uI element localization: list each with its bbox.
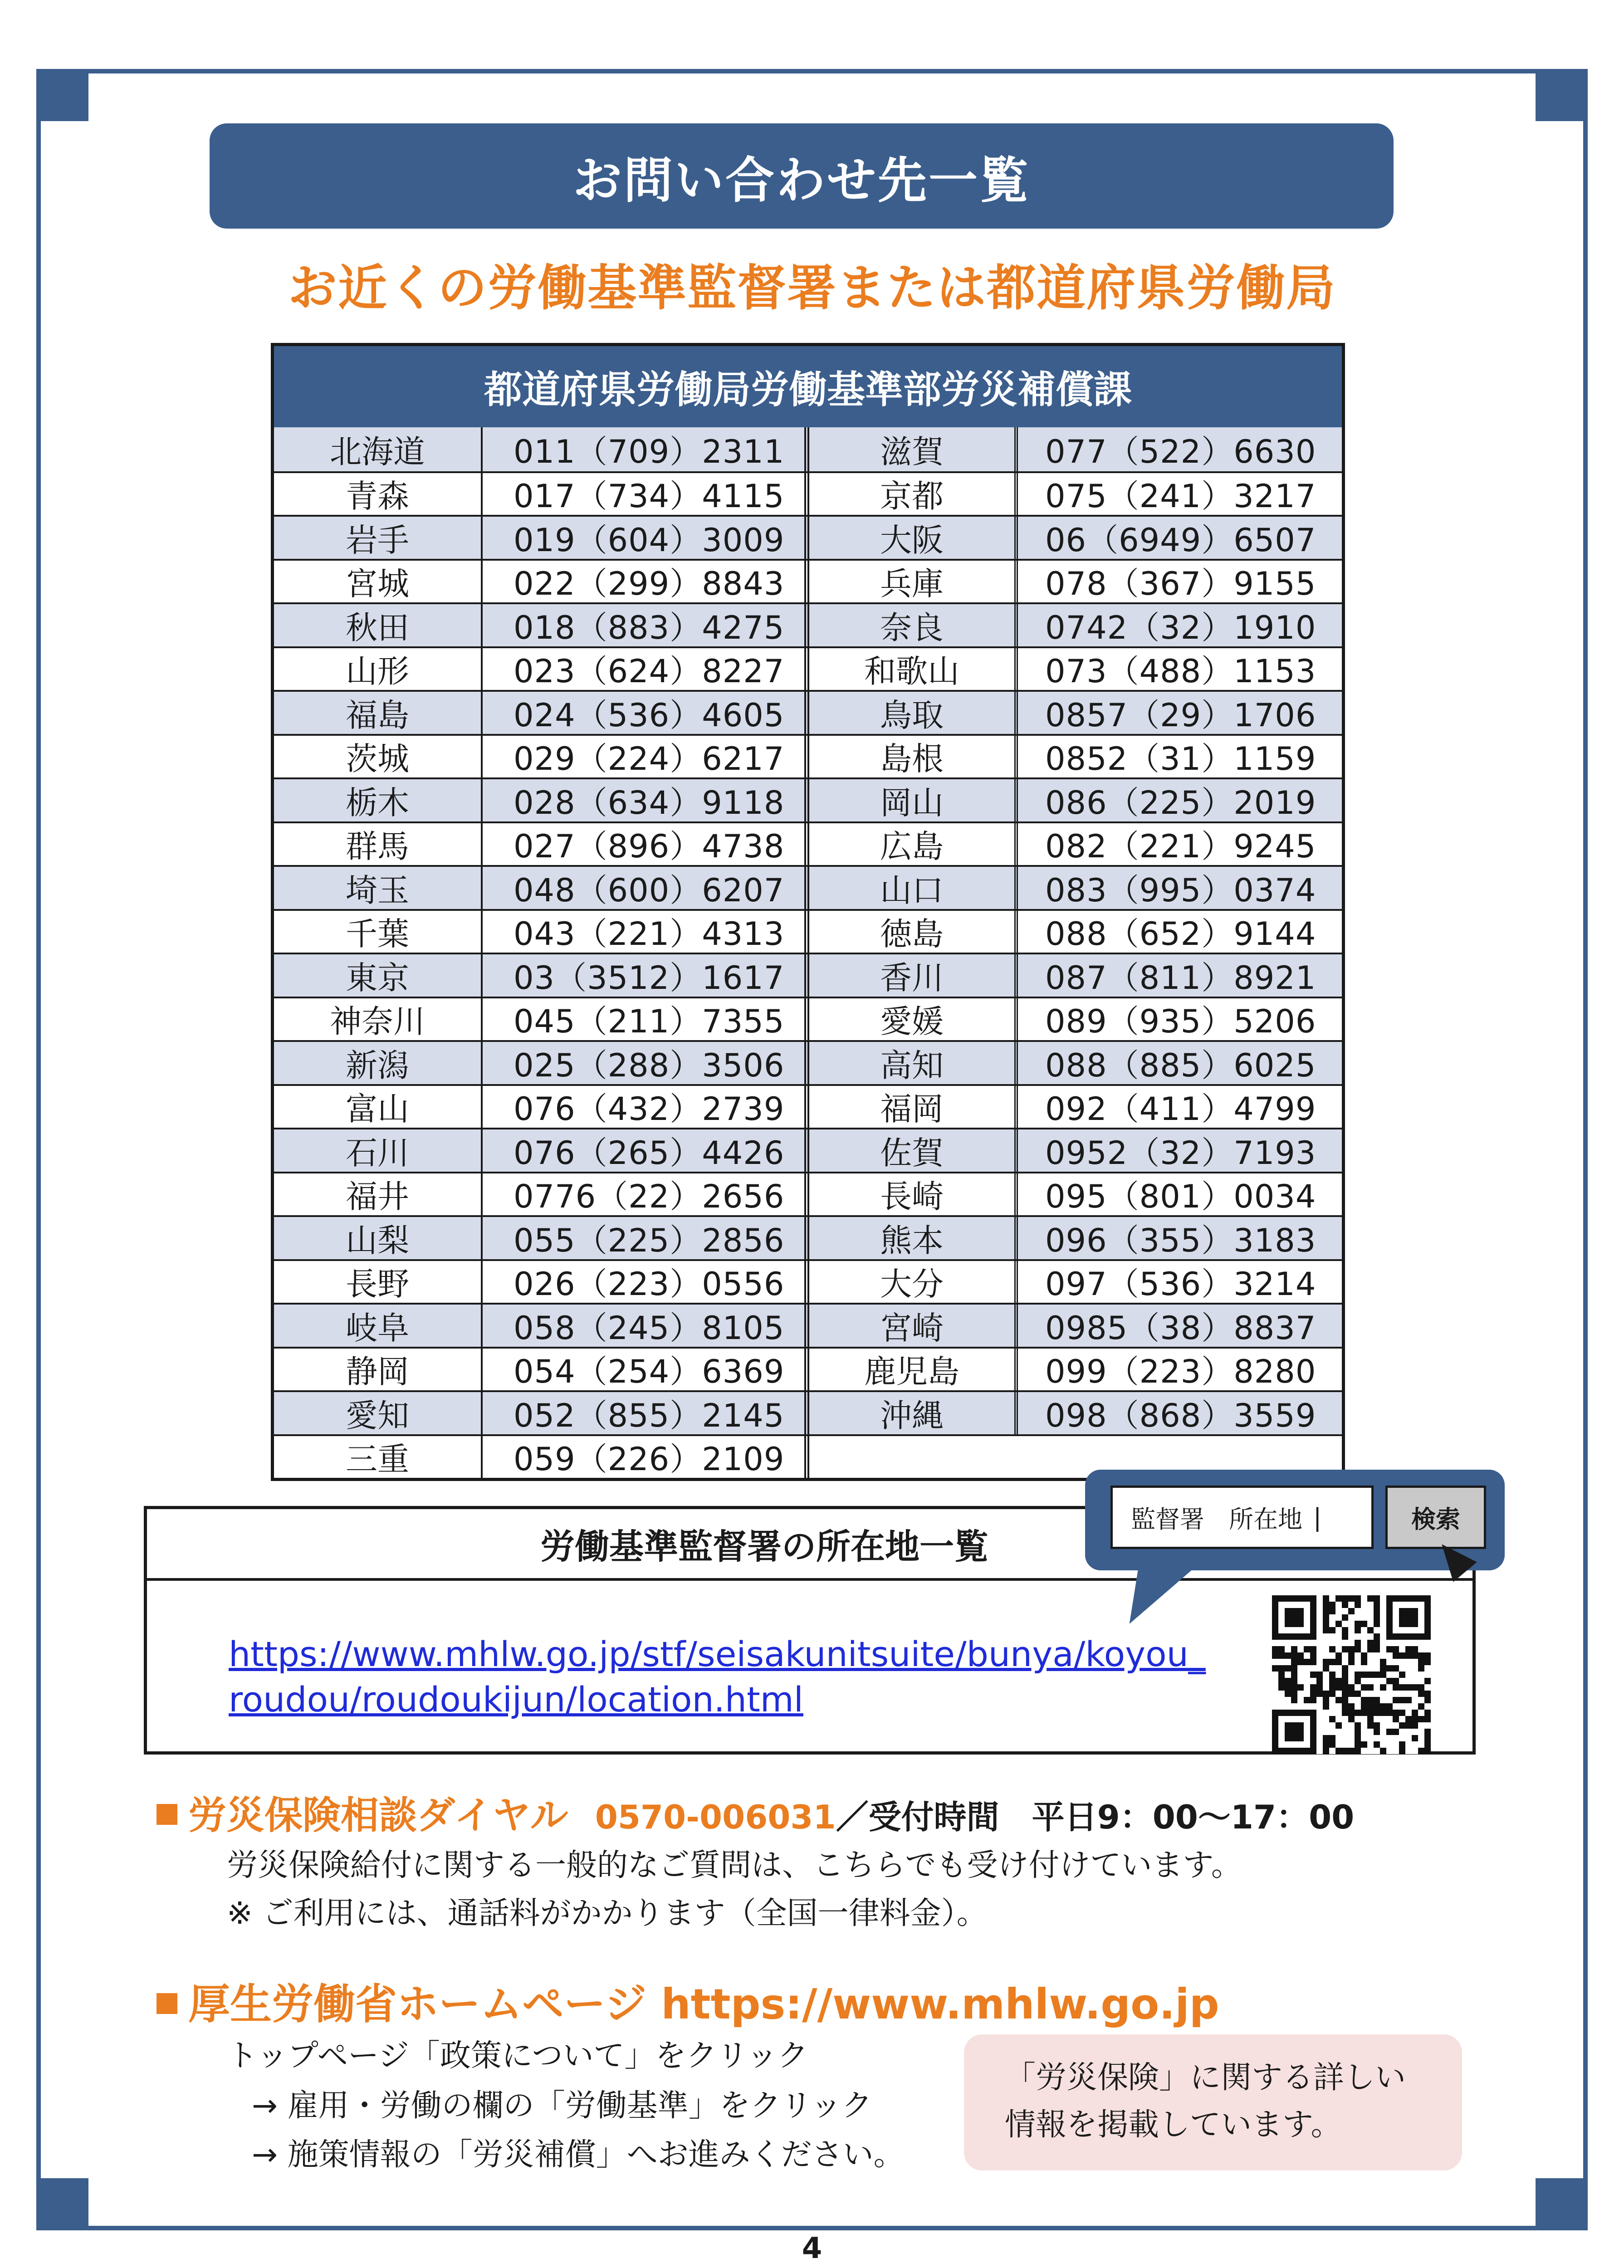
website-heading xyxy=(157,1971,1219,2031)
table-row xyxy=(274,777,1342,821)
phone-cell: 078（367）9155 xyxy=(1045,565,1316,603)
frame-corner xyxy=(36,69,88,121)
phone-cell: 0985（38）8837 xyxy=(1018,1305,1342,1347)
prefecture-cell: 千葉 xyxy=(274,911,483,953)
prefecture-cell: 香川 xyxy=(809,954,1018,997)
phone-cell: 011（709）2311 xyxy=(483,427,809,471)
phone-cell: 083（995）0374 xyxy=(1018,867,1342,909)
prefecture-cell: 滋賀 xyxy=(809,427,1018,471)
search-button[interactable]: 検索 xyxy=(1385,1486,1486,1549)
frame-corner xyxy=(1536,2178,1588,2230)
phone-cell: 082（221）9245 xyxy=(1045,828,1316,865)
frame-corner xyxy=(36,2178,88,2230)
prefecture-cell: 島根 xyxy=(809,736,1018,778)
prefecture-cell: 茨城 xyxy=(274,736,483,778)
table-row xyxy=(274,1172,1342,1216)
prefecture-cell: 埼玉 xyxy=(274,867,483,909)
prefecture-cell: 宮城 xyxy=(274,561,483,603)
prefecture-cell: 和歌山 xyxy=(809,648,1018,690)
prefecture-cell: 福島 xyxy=(274,692,483,734)
prefecture-cell: 熊本 xyxy=(809,1217,1018,1259)
table-row xyxy=(274,427,1342,471)
prefecture-cell: 神奈川 xyxy=(274,998,483,1041)
table-row xyxy=(274,734,1342,778)
contact-table xyxy=(271,343,1345,1481)
table-row xyxy=(274,690,1342,734)
phone-cell: 077（522）6630 xyxy=(1018,427,1342,471)
prefecture-cell: 岡山 xyxy=(809,779,1018,821)
prefecture-cell: 長崎 xyxy=(809,1173,1018,1216)
phone-cell: 029（224）6217 xyxy=(483,736,809,778)
info-note-line1: 「労災保険」に関する詳しい xyxy=(1005,2060,1406,2096)
phone-cell: 059（226）2109 xyxy=(483,1436,809,1478)
table-row xyxy=(274,865,1342,909)
table-row xyxy=(274,559,1342,603)
phone-cell: 0857（29）1706 xyxy=(1018,692,1342,734)
table-row xyxy=(274,646,1342,690)
page-subtitle: お近くの労働基準監督署または都道府県労働局 xyxy=(288,260,1336,317)
phone-cell: 097（536）3214 xyxy=(1045,1266,1316,1303)
phone-cell: 055（225）2856 xyxy=(483,1217,809,1259)
hotline-hours: ／受付時間 平日9：00～17：00 xyxy=(836,1798,1355,1836)
table-row xyxy=(274,909,1342,953)
frame-corner xyxy=(1536,69,1588,121)
table-row xyxy=(274,1128,1342,1172)
prefecture-cell: 鳥取 xyxy=(809,692,1018,734)
prefecture-cell: 兵庫 xyxy=(809,561,1018,603)
phone-cell: 027（896）4738 xyxy=(483,823,809,865)
table-row xyxy=(274,1259,1342,1303)
hotline-label: 労災保険相談ダイヤル xyxy=(188,1793,568,1838)
prefecture-cell: 富山 xyxy=(274,1086,483,1128)
prefecture-cell: 長野 xyxy=(274,1261,483,1303)
phone-cell: 099（223）8280 xyxy=(1045,1353,1316,1391)
table-row xyxy=(274,997,1342,1041)
phone-cell: 088（885）6025 xyxy=(1018,1042,1342,1084)
orange-square-icon xyxy=(157,1993,177,2014)
info-note xyxy=(964,2034,1462,2170)
location-heading: 労働基準監督署の所在地一覧 xyxy=(147,1509,1472,1581)
prefecture-cell: 岩手 xyxy=(274,517,483,559)
phone-cell: 06（6949）6507 xyxy=(1018,517,1342,559)
phone-cell: 0852（31）1159 xyxy=(1045,740,1316,778)
prefecture-cell: 東京 xyxy=(274,954,483,997)
prefecture-cell: 愛媛 xyxy=(809,998,1018,1041)
table-row xyxy=(274,1040,1342,1084)
table-row xyxy=(274,821,1342,865)
prefecture-cell: 新潟 xyxy=(274,1042,483,1084)
phone-cell: 052（855）2145 xyxy=(483,1392,809,1434)
search-input-text: 監督署 所在地 xyxy=(1131,1505,1302,1534)
phone-cell: 075（241）3217 xyxy=(1045,478,1316,515)
prefecture-cell: 北海道 xyxy=(274,427,483,471)
table-row xyxy=(274,1215,1342,1259)
prefecture-cell: 秋田 xyxy=(274,604,483,646)
phone-cell: 043（221）4313 xyxy=(483,911,809,953)
table-row xyxy=(274,602,1342,646)
website-step1: トップページ「政策について」をクリック xyxy=(227,2038,808,2074)
phone-cell: 096（355）3183 xyxy=(1018,1217,1342,1259)
search-input[interactable] xyxy=(1110,1486,1374,1549)
prefecture-cell: 愛知 xyxy=(274,1392,483,1434)
phone-cell: 045（211）7355 xyxy=(483,998,809,1041)
table-row xyxy=(274,471,1342,515)
prefecture-cell: 宮崎 xyxy=(809,1305,1018,1347)
phone-cell: 0776（22）2656 xyxy=(483,1173,809,1216)
table-row xyxy=(274,1303,1342,1347)
phone-cell: 017（734）4115 xyxy=(483,473,809,515)
phone-cell: 03（3512）1617 xyxy=(483,954,809,997)
phone-cell: 087（811）8921 xyxy=(1018,954,1342,997)
prefecture-cell: 広島 xyxy=(809,823,1018,865)
table-row xyxy=(274,1347,1342,1391)
location-url-line1[interactable]: https://www.mhlw.go.jp/stf/seisakunitsuite/bunya/koyou_ xyxy=(229,1634,1206,1674)
prefecture-cell: 石川 xyxy=(274,1129,483,1172)
prefecture-cell: 高知 xyxy=(809,1042,1018,1084)
prefecture-cell: 徳島 xyxy=(809,911,1018,953)
phone-cell: 092（411）4799 xyxy=(1045,1090,1316,1128)
prefecture-cell: 福井 xyxy=(274,1173,483,1216)
prefecture-cell: 京都 xyxy=(809,473,1018,515)
table-row xyxy=(274,1084,1342,1128)
prefecture-cell: 福岡 xyxy=(809,1086,1018,1128)
qr-code-icon xyxy=(1272,1595,1431,1754)
phone-cell: 026（223）0556 xyxy=(483,1261,809,1303)
phone-cell: 089（935）5206 xyxy=(1045,1003,1316,1041)
phone-cell: 022（299）8843 xyxy=(483,561,809,603)
phone-cell: 025（288）3506 xyxy=(483,1042,809,1084)
prefecture-cell: 岐阜 xyxy=(274,1305,483,1347)
phone-cell: 054（254）6369 xyxy=(483,1349,809,1391)
page-title: お問い合わせ先一覧 xyxy=(210,123,1394,229)
table-row xyxy=(274,953,1342,997)
phone-cell: 095（801）0034 xyxy=(1045,1178,1316,1216)
prefecture-cell: 山梨 xyxy=(274,1217,483,1259)
phone-cell: 098（868）3559 xyxy=(1018,1392,1342,1434)
phone-cell: 023（624）8227 xyxy=(483,648,809,690)
phone-cell: 024（536）4605 xyxy=(483,692,809,734)
prefecture-cell: 奈良 xyxy=(809,604,1018,646)
prefecture-cell: 大分 xyxy=(809,1261,1018,1303)
hotline-number: 0570-006031 xyxy=(595,1798,836,1836)
prefecture-cell: 佐賀 xyxy=(809,1129,1018,1172)
hotline-note: ※ ご利用には、通話料がかかります（全国一律料金）。 xyxy=(227,1896,988,1931)
table-row xyxy=(274,1390,1342,1434)
phone-cell: 086（225）2019 xyxy=(1018,779,1342,821)
phone-cell: 076（432）2739 xyxy=(483,1086,809,1128)
prefecture-cell: 静岡 xyxy=(274,1349,483,1391)
text-caret: | xyxy=(1313,1503,1322,1532)
prefecture-cell: 青森 xyxy=(274,473,483,515)
table-row xyxy=(274,515,1342,559)
website-label[interactable]: 厚生労働省ホームページ https://www.mhlw.go.jp xyxy=(188,1980,1219,2028)
phone-cell: 019（604）3009 xyxy=(483,517,809,559)
website-step3: → 施策情報の「労災補償」へお進みください。 xyxy=(252,2137,905,2173)
hotline-heading xyxy=(157,1785,1354,1840)
prefecture-cell: 鹿児島 xyxy=(809,1349,1018,1391)
table-header: 都道府県労働局労働基準部労災補償課 xyxy=(271,343,1345,427)
orange-square-icon xyxy=(157,1804,177,1825)
phone-cell: 076（265）4426 xyxy=(483,1129,809,1172)
info-note-line2: 情報を掲載しています。 xyxy=(1005,2107,1342,2143)
location-link[interactable] xyxy=(229,1632,1206,1722)
prefecture-cell: 大阪 xyxy=(809,517,1018,559)
website-step2: → 雇用・労働の欄の「労働基準」をクリック xyxy=(252,2088,872,2124)
prefecture-cell: 山口 xyxy=(809,867,1018,909)
location-url-line2[interactable]: roudou/roudoukijun/location.html xyxy=(229,1679,803,1720)
prefecture-cell: 三重 xyxy=(274,1436,483,1478)
prefecture-cell: 栃木 xyxy=(274,779,483,821)
prefecture-cell: 山形 xyxy=(274,648,483,690)
phone-cell: 0952（32）7193 xyxy=(1018,1129,1342,1172)
prefecture-cell: 沖縄 xyxy=(809,1392,1018,1434)
phone-cell: 018（883）4275 xyxy=(483,604,809,646)
phone-cell: 058（245）8105 xyxy=(483,1305,809,1347)
page-number: 4 xyxy=(802,2232,822,2265)
prefecture-cell: 群馬 xyxy=(274,823,483,865)
phone-cell: 028（634）9118 xyxy=(483,779,809,821)
phone-cell: 048（600）6207 xyxy=(483,867,809,909)
phone-cell: 088（652）9144 xyxy=(1045,915,1316,953)
table-body xyxy=(271,427,1345,1481)
phone-cell: 0742（32）1910 xyxy=(1018,604,1342,646)
phone-cell: 073（488）1153 xyxy=(1045,653,1316,690)
hotline-desc: 労災保険給付に関する一般的なご質問は、こちらでも受け付けています。 xyxy=(227,1848,1242,1883)
